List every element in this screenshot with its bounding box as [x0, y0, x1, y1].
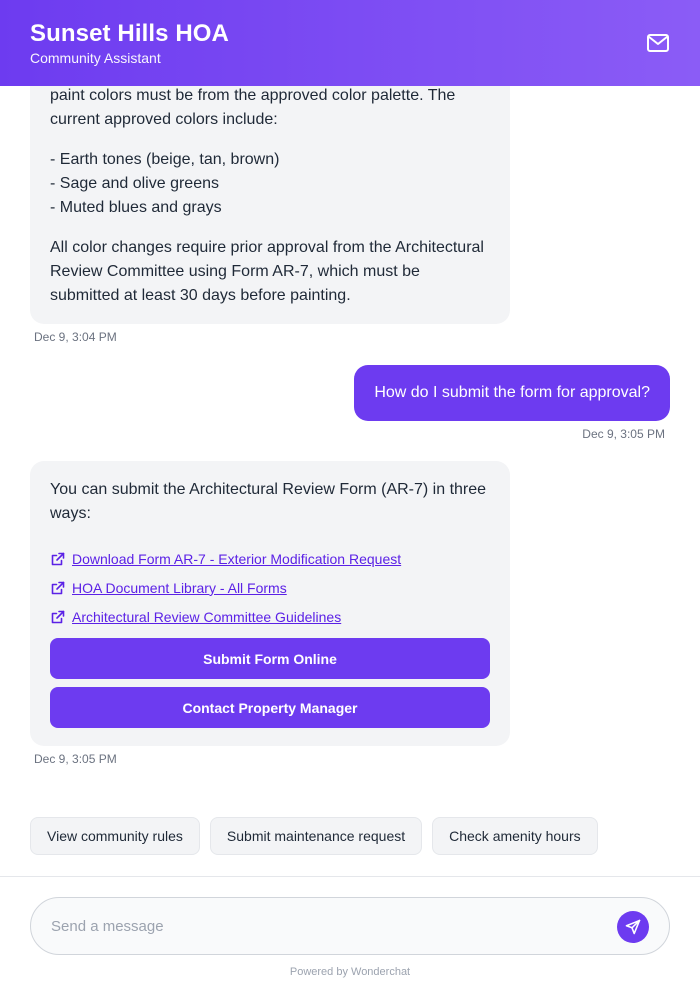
composer-divider — [0, 876, 700, 877]
quick-reply-amenity-hours[interactable]: Check amenity hours — [432, 817, 598, 855]
link-download-form[interactable]: Download Form AR-7 - Exterior Modification Request — [72, 550, 402, 567]
submit-form-online-button[interactable]: Submit Form Online — [50, 638, 490, 679]
resource-link[interactable] — [50, 602, 490, 631]
header-subtitle: Community Assistant — [30, 50, 161, 66]
bot-message-text: paint colors must be from the approved color palette. The current approved colors include: — [50, 87, 456, 128]
link-document-library[interactable]: HOA Document Library - All Forms — [72, 579, 287, 596]
quick-reply-maintenance-request[interactable]: Submit maintenance request — [210, 817, 422, 855]
bot-message-list: - Earth tones (beige, tan, brown) - Sage and olive greens - Muted blues and grays — [50, 151, 280, 216]
chat-header — [0, 0, 700, 86]
message-timestamp: Dec 9, 3:04 PM — [34, 330, 117, 344]
resource-link[interactable] — [50, 573, 490, 602]
link-committee-guidelines[interactable]: Architectural Review Committee Guidelines — [72, 608, 342, 625]
send-button[interactable] — [617, 911, 649, 943]
message-timestamp: Dec 9, 3:05 PM — [34, 752, 117, 766]
message-timestamp: Dec 9, 3:05 PM — [582, 427, 665, 441]
message-list[interactable] — [0, 86, 700, 876]
resource-link[interactable] — [50, 544, 490, 573]
bot-message — [30, 86, 510, 324]
quick-reply-community-rules[interactable]: View community rules — [30, 817, 200, 855]
quick-replies — [30, 817, 598, 855]
bot-message — [30, 461, 510, 746]
powered-by: Powered by Wonderchat — [289, 966, 411, 978]
message-input[interactable] — [51, 898, 611, 954]
external-link-icon — [50, 609, 66, 625]
external-link-icon — [50, 580, 66, 596]
external-link-icon — [50, 551, 66, 567]
message-composer — [30, 897, 670, 955]
user-message: How do I submit the form for approval? — [354, 365, 670, 421]
header-title: Sunset Hills HOA — [30, 20, 229, 47]
send-icon — [625, 919, 641, 935]
contact-property-manager-button[interactable]: Contact Property Manager — [50, 687, 490, 728]
bot-message-text: You can submit the Architectural Review Form (AR-7) in three ways: — [50, 481, 487, 522]
bot-message-text: All color changes require prior approval from the Architectural Review Committee using Form AR-7, which must be submitted at least 30 days before painting. — [50, 239, 484, 304]
mail-icon[interactable] — [646, 32, 670, 54]
